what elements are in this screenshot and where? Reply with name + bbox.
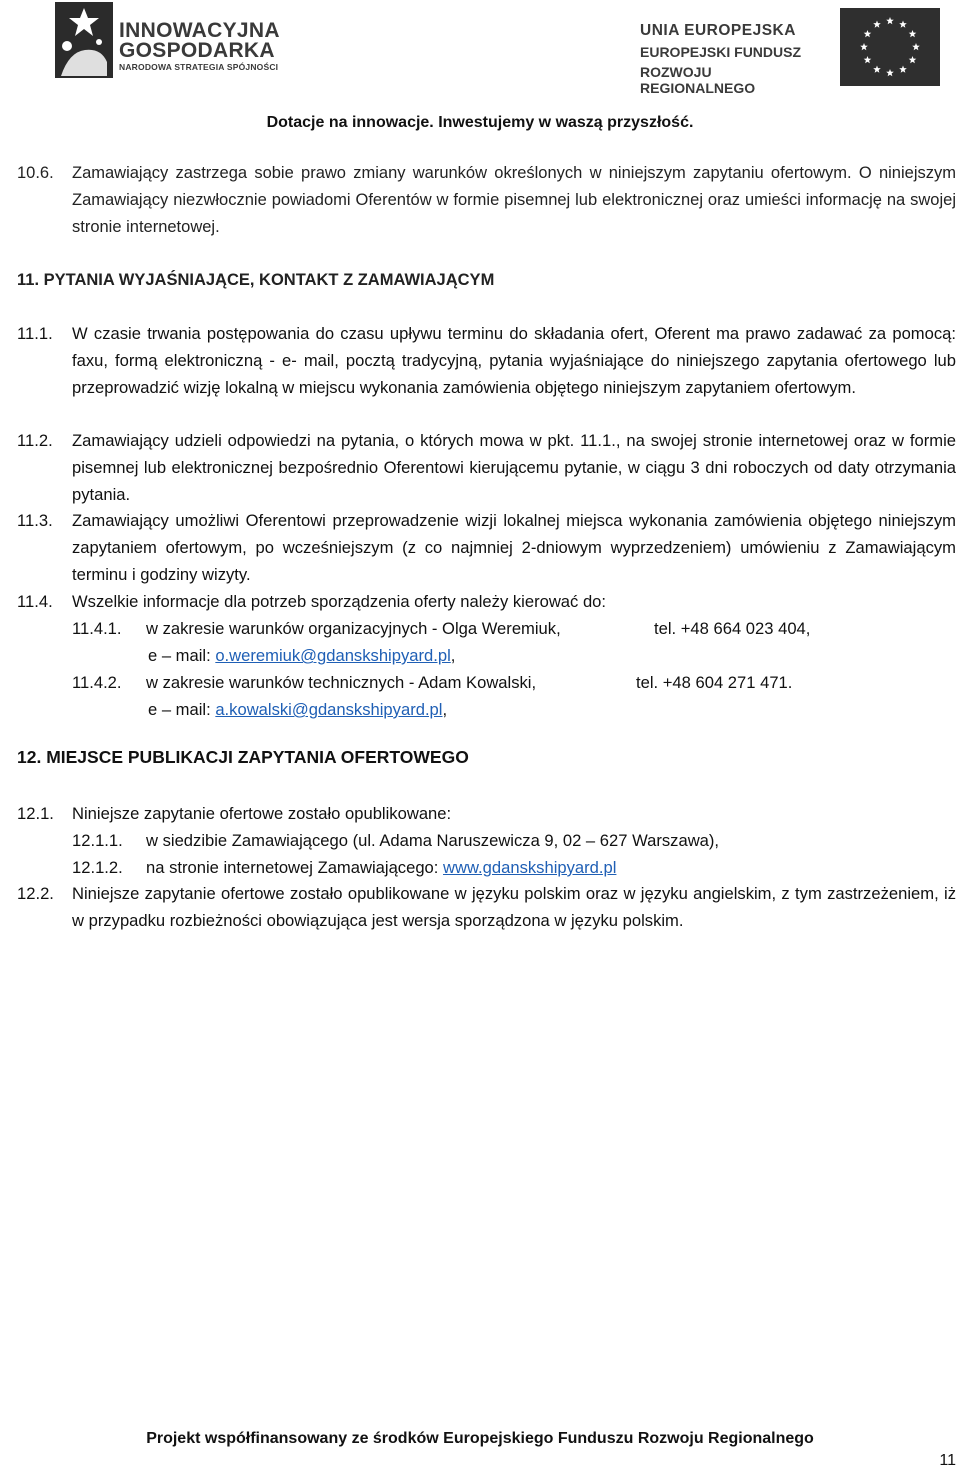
publication-web-row xyxy=(146,854,616,881)
contact-technical-text: w zakresie warunków technicznych - Adam Kowalski, xyxy=(146,673,537,692)
section-text: Wszelkie informacje dla potrzeb sporządzenia oferty należy kierować do: xyxy=(72,592,607,611)
contact-organizational-phone: tel. +48 664 023 404, xyxy=(654,619,811,638)
innovation-figure-icon xyxy=(55,2,113,78)
section-11-3 xyxy=(0,507,960,589)
section-11-2 xyxy=(0,427,960,509)
email-label: e – mail: xyxy=(148,700,216,719)
section-10-6 xyxy=(0,160,960,242)
section-text: Zamawiający udzieli odpowiedzi na pytania, o których mowa w pkt. 11.1., na swojej stronie internetowej oraz w formie pisemnej lub elektronicznej bezpośrednio Oferentowi kierującemu pytanie, w ciągu 3 dni roboczych od daty otrzymania pytania. xyxy=(72,431,956,504)
section-number: 11.3. xyxy=(17,511,53,530)
eu-logo-line-3: ROZWOJU REGIONALNEGO xyxy=(640,64,756,96)
eu-logo-line-1: UNIA EUROPEJSKA xyxy=(640,22,796,39)
email-label: e – mail: xyxy=(148,646,216,665)
heading-11: 11. PYTANIA WYJAŚNIAJĄCE, KONTAKT Z ZAMAWIAJĄCYM xyxy=(17,271,495,289)
section-text: W czasie trwania postępowania do czasu upływu terminu do składania ofert, Oferent ma prawo zadawać za pomocą: faxu, formą elektroniczną - e- mail, pocztą tradycyjną, pytania wyjaśniające do niniejszego zapytania ofertowego lub przeprowadzić wizję lokalną w miejscu wykonania zamówienia objętego niniejszym zapytaniem ofertowym. xyxy=(72,324,956,397)
eu-logo xyxy=(640,6,940,96)
contact-organizational-text: w zakresie warunków organizacyjnych - Olga Weremiuk, xyxy=(146,619,561,638)
section-text: Niniejsze zapytanie ofertowe zostało opublikowane w języku polskim oraz w języku angielskim, z tym zastrzeżeniem, iż w przypadku rozbieżności obowiązująca jest wersja sporządzona w języku polskim. xyxy=(72,884,956,930)
section-12-1 xyxy=(0,800,960,828)
section-number: 12.2. xyxy=(17,884,54,903)
innowacyjna-gospodarka-logo xyxy=(55,2,295,78)
contact-technical-email-row xyxy=(148,696,447,723)
logo-line-1: INNOWACYJNA xyxy=(119,19,280,42)
publication-place-text: w siedzibie Zamawiającego (ul. Adama Naruszewicza 9, 02 – 627 Warszawa), xyxy=(146,831,720,850)
publication-web-number: 12.1.2. xyxy=(72,858,123,877)
eu-logo-line-2: EUROPEJSKI FUNDUSZ xyxy=(640,44,802,60)
header-slogan: Dotacje na innowacje. Inwestujemy w waszą przyszłość. xyxy=(266,114,694,131)
section-11-4 xyxy=(0,588,960,616)
contact-technical-number: 11.4.2. xyxy=(72,673,122,692)
email-link-kowalski[interactable]: a.kowalski@gdanskshipyard.pl xyxy=(215,700,443,719)
section-number: 12.1. xyxy=(17,804,54,823)
section-number: 11.4. xyxy=(17,592,53,611)
publication-web-text: na stronie internetowej Zamawiającego: xyxy=(146,858,444,877)
section-text: Zamawiający umożliwi Oferentowi przeprowadzenie wizji lokalnej miejsca wykonania zamówienia objętego niniejszym zapytaniem ofertowym, po wcześniejszym (z co najmniej 2-dniowym wyprzedzeniem) umówieniu z Zamawiającym terminu i godziny wizyty. xyxy=(72,511,956,584)
footer-text: Projekt współfinansowany ze środków Europejskiego Funduszu Rozwoju Regionalnego xyxy=(146,1430,814,1447)
logo-line-2: GOSPODARKA xyxy=(119,39,275,62)
contact-organizational-number: 11.4.1. xyxy=(72,619,122,638)
logo-line-3: NARODOWA STRATEGIA SPÓJNOŚCI xyxy=(119,62,279,72)
section-number: 11.1. xyxy=(17,324,53,343)
email-suffix: , xyxy=(442,700,448,719)
heading-12: 12. MIEJSCE PUBLIKACJI ZAPYTANIA OFERTOWEGO xyxy=(17,747,469,767)
page-number: 11 xyxy=(939,1452,956,1469)
email-suffix: , xyxy=(450,646,456,665)
publication-place-number: 12.1.1. xyxy=(72,831,123,850)
section-12-2 xyxy=(0,880,960,962)
contact-organizational-email-row xyxy=(148,642,455,669)
section-11-1 xyxy=(0,320,960,430)
email-link-weremiuk[interactable]: o.weremiuk@gdanskshipyard.pl xyxy=(215,646,451,665)
section-text: Niniejsze zapytanie ofertowe zostało opublikowane: xyxy=(72,804,452,823)
eu-flag-icon xyxy=(840,8,940,86)
section-number: 10.6. xyxy=(17,164,54,182)
website-link[interactable]: www.gdanskshipyard.pl xyxy=(443,858,617,877)
section-text: Zamawiający zastrzega sobie prawo zmiany warunków określonych w niniejszym zapytaniu ofertowym. O niniejszym Zamawiający niezwłocznie powiadomi Oferentów w formie pisemnej lub elektronicznej oraz umieści informację na swojej stronie internetowej. xyxy=(72,164,956,236)
section-number: 11.2. xyxy=(17,431,53,450)
contact-technical-phone: tel. +48 604 271 471. xyxy=(636,673,793,692)
